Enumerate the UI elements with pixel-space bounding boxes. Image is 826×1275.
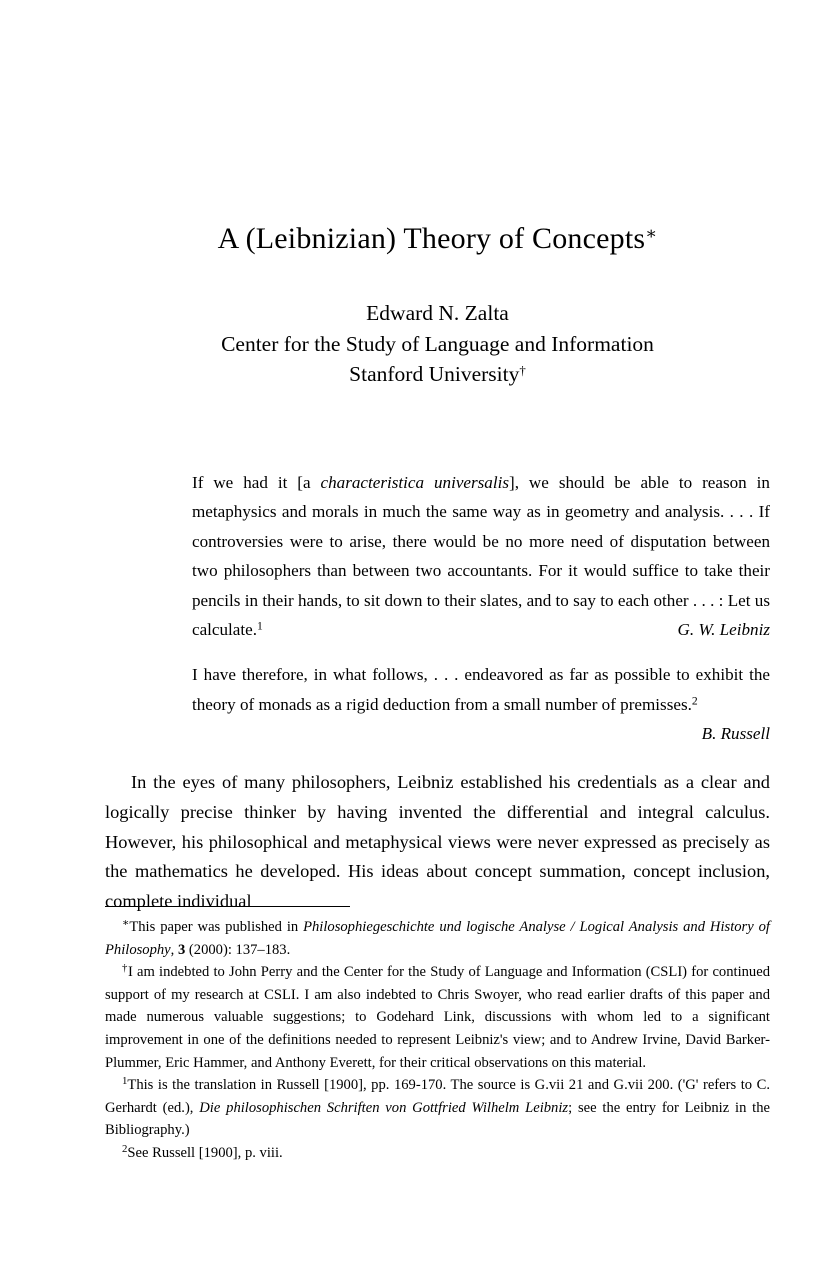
footnote-dagger — [105, 961, 770, 1074]
quote-footnote-marker[interactable]: 1 — [257, 619, 263, 633]
footnote-one — [105, 1074, 770, 1142]
footnote-marker-dagger[interactable]: † — [122, 962, 128, 975]
footnote-marker-two[interactable]: 2 — [122, 1143, 128, 1156]
footnote-star-part2: , — [170, 941, 178, 958]
footnote-star-volume: 3 — [177, 941, 186, 958]
quote-footnote-marker[interactable]: 2 — [691, 694, 698, 708]
footnote-star-part3: (2000): 137–183. — [185, 941, 291, 958]
footnote-area — [105, 906, 770, 1165]
footnote-two-text: See Russell [1900], p. viii. — [127, 1145, 283, 1162]
body-paragraph: In the eyes of many philosophers, Leibniz established his credentials as a clear and logically precise thinker by having invented the differential and integral calculus. However, his philosophical and metaphysical views were never expressed as precisely as the mathematics he developed. His ideas about concept summation, concept inclusion, complete individual — [105, 772, 770, 912]
quote-text-lead: If we had it [a — [192, 473, 321, 492]
footnote-one-title: Die philosophischen Schriften von Gottfried Wilhelm Leibniz — [199, 1099, 569, 1116]
footnote-separator-rule — [105, 906, 350, 907]
body-text — [105, 768, 770, 917]
quotation-leibniz — [192, 468, 770, 644]
title-footnote-marker[interactable]: ∗ — [645, 222, 658, 243]
author-name: Edward N. Zalta — [366, 301, 509, 325]
footnote-dagger-text: I am indebted to John Perry and the Center for the Study of Language and Information (CSLI) for continued support of my research at CSLI. I am also indebted to Chris Swoyer, who read earlier drafts of this paper and made numerous valuable suggestions; to Godehard Link, discussions with whom led to a significant improvement in one of the definitions needed to represent Leibniz's view; and to Andrew Irvine, David Barker-Plummer, Eric Hammer, and Anthony Everett, for their critical observations on this material. — [105, 964, 770, 1071]
quote-attribution: G. W. Leibniz — [677, 619, 770, 639]
quote-attribution: B. Russell — [701, 724, 770, 744]
footnote-star-part1: This paper was published in — [129, 919, 304, 935]
quote-italic-phrase: characteristica universalis — [320, 473, 510, 492]
page-title-text: A (Leibnizian) Theory of Concepts — [217, 222, 646, 255]
title-block — [105, 222, 770, 257]
footnote-marker-star[interactable]: ∗ — [122, 917, 130, 930]
author-institution — [105, 359, 770, 390]
page-title — [105, 222, 770, 257]
footnote-two — [105, 1142, 770, 1165]
quotation-russell — [192, 660, 770, 748]
quote-text-body: ], we should be able to reason in metaphysics and morals in much the same way as in geometry and analysis. . . . If controversies were to arise, there would be no more need of disputation between two philosophers than between two accountants. For it would suffice to take their pencils in their hands, to sit down to their slates, and to say to each other . . . : Let us calculate. — [192, 473, 770, 639]
author-institution-text: Stanford University — [349, 362, 520, 387]
quote-text-body: I have therefore, in what follows, . . . endeavored as far as possible to exhibit the theory of monads as a rigid deduction from a small number of premisses. — [192, 665, 770, 714]
quotation-group — [192, 468, 770, 749]
institution-footnote-marker[interactable]: † — [519, 363, 526, 378]
author-affiliation: Center for the Study of Language and Information — [221, 331, 654, 356]
footnote-star — [105, 916, 770, 961]
footnote-one-part2: ; see the entry for Leibniz in the Bibliography.) — [105, 1099, 770, 1139]
author-block — [105, 298, 770, 390]
footnote-star-journal: Philosophiegeschichte und logische Analyse / Logical Analysis and History of Philosophy — [105, 919, 770, 958]
footnote-marker-one[interactable]: 1 — [122, 1075, 128, 1088]
footnote-one-part1: This is the translation in Russell [1900], pp. 169-170. The source is G.vii 21 and G.vii 200. ('G' refers to C. Gerhardt (ed.), — [105, 1077, 770, 1116]
